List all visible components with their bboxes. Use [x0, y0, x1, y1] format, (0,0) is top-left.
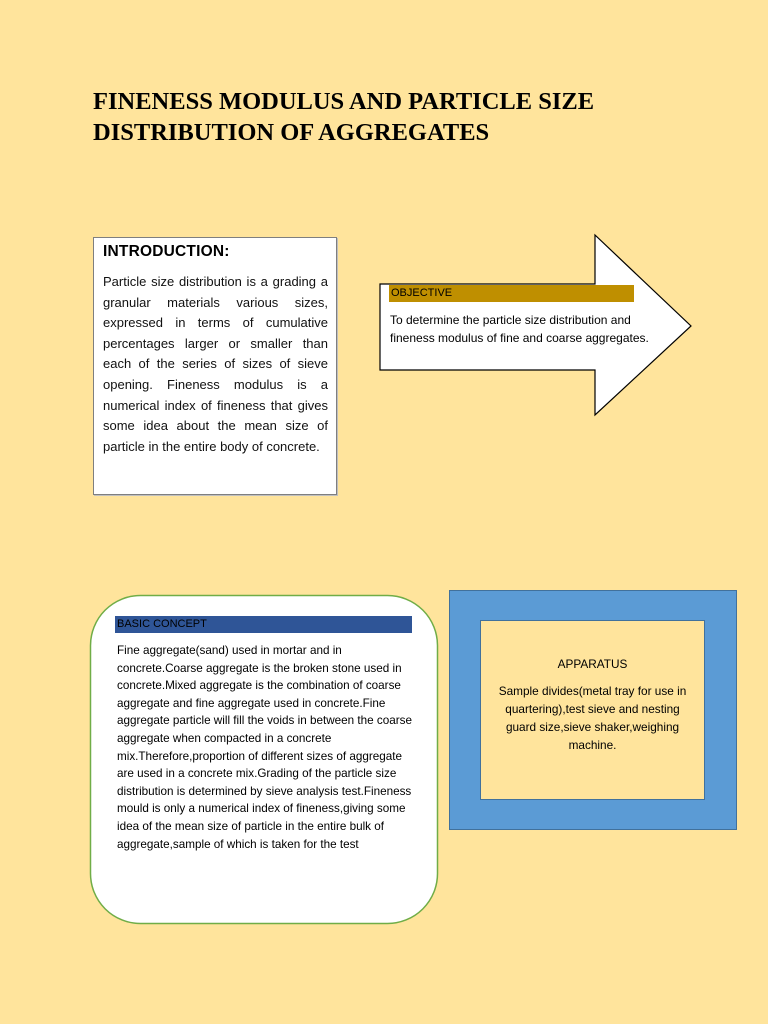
- title-line-2: DISTRIBUTION OF AGGREGATES: [93, 119, 490, 146]
- apparatus-heading: APPARATUS: [557, 657, 628, 671]
- apparatus-text: Sample divides(metal tray for use in quartering),test sieve and nesting guard size,sieve shaker,weighing machine.: [498, 684, 687, 752]
- basic-concept-text: Fine aggregate(sand) used in mortar and in concrete.Coarse aggregate is the broken stone used in concrete.Mixed aggregate is the combination of coarse aggregate and fine aggregate used in concrete.Fine aggregate particle will fill the voids in between the coarse aggregate when compacted in a concrete mix.Therefore,proportion of different sizes of aggregate are used in a concrete mix.Grading of the particle size distribution is determined by sieve analysis test.Fineness mould is only a numerical index of fineness,giving some idea of the mean size of particle in the entire bulk of aggregate,sample of which is taken for the test: [117, 644, 412, 851]
- introduction-text: Particle size distribution is a grading a granular materials various sizes, expressed in terms of cumulative percentages larger or smaller than each of the series of sizes of sieve opening. Fineness modulus is a numerical index of fineness that gives some idea about the mean size of particle in the entire body of concrete.: [103, 274, 328, 454]
- title-line-1: FINENESS MODULUS AND PARTICLE SIZE: [93, 88, 595, 115]
- objective-text: To determine the particle size distribution and fineness modulus of fine and coarse aggregates.: [390, 313, 649, 345]
- basic-concept-label: BASIC CONCEPT: [115, 616, 412, 633]
- document-title: [93, 86, 693, 148]
- objective-label: OBJECTIVE: [389, 285, 634, 302]
- introduction-box: [93, 237, 337, 495]
- introduction-heading: INTRODUCTION:: [103, 243, 230, 260]
- apparatus-box: [480, 620, 705, 800]
